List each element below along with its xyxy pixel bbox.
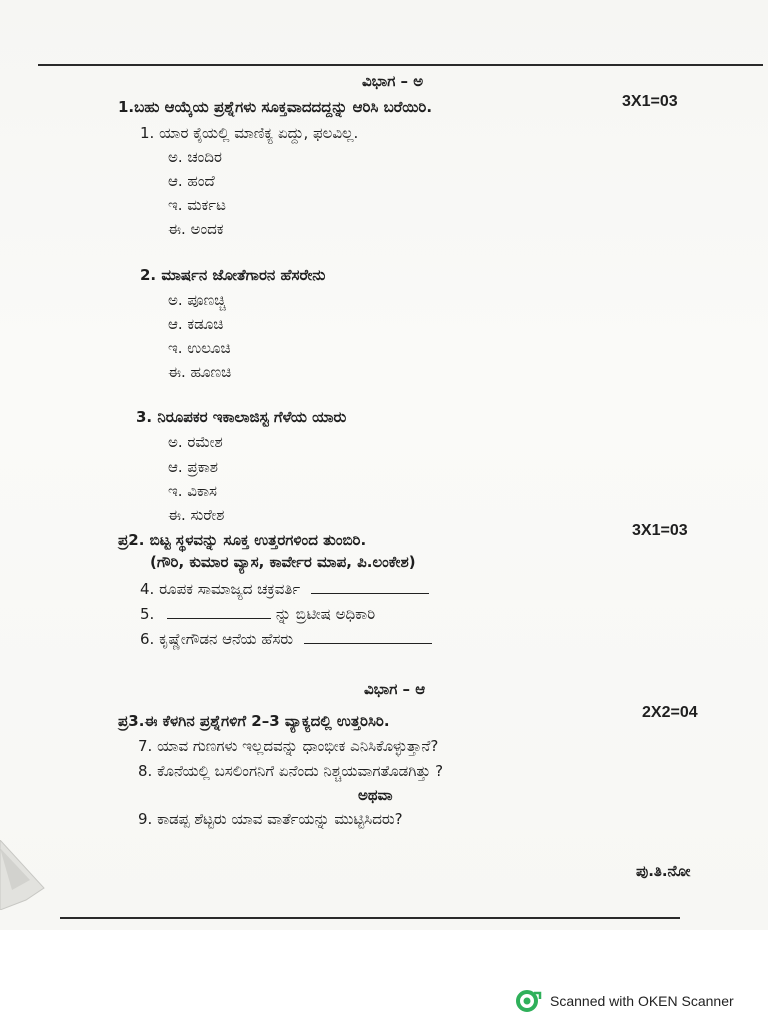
q2-option-c: ಇ. ಉಲೂಚಿ	[168, 339, 231, 357]
fill-item-5-text: ನ್ನು ಬ್ರಿಟೀಷ ಅಧಿಕಾರಿ	[275, 605, 376, 623]
question-1: 1. ಯಾರ ಕೈಯಲ್ಲಿ ಮಾಣಿಕ್ಯ ಏದ್ದು, ಫಲವಿಲ್ಲ.	[140, 124, 359, 142]
question-9: 9. ಕಾಡಪ್ಪ ಶೆಟ್ಟರು ಯಾವ ವಾರ್ತೆಯನ್ನು ಮುಟ್ಟಿಸಿದರು?	[138, 810, 403, 828]
fill-item-5-blank	[167, 606, 271, 619]
q1-option-a: ಅ. ಚಂದಿರ	[168, 148, 222, 166]
question-2: 2. ಮಾರ್ಷನ ಜೋತೆಗಾರನ ಹೆಸರೇನು	[140, 266, 326, 284]
q2-instruction: ಪ್ರ2. ಬಿಟ್ಟ ಸ್ಥಳವನ್ನು ಸೂಕ್ತ ಉತ್ತರಗಳಿಂದ ತುಂಬಿರಿ.	[118, 531, 367, 549]
q3-marks: 2X2=04	[642, 704, 698, 721]
fill-item-5	[140, 605, 375, 623]
pto-label: ಪು.ತಿ.ನೋ	[636, 862, 691, 880]
bottom-rule	[60, 917, 680, 919]
fill-item-4	[140, 580, 429, 598]
q3-option-d: ಈ. ಸುರೇಶ	[168, 506, 225, 524]
fill-item-6-text: 6. ಕೃಷ್ಣೇಗೌಡನ ಆನೆಯ ಹೆಸರು	[140, 630, 293, 648]
q1-option-b: ಆ. ಹಂದೆ	[168, 172, 215, 190]
fill-item-4-text: 4. ರೂಪಕ ಸಾಮಾಜ್ಯದ ಚಕ್ರವರ್ತಿ	[140, 580, 301, 598]
q2-option-b: ಆ. ಕಡೂಚಿ	[168, 315, 224, 333]
question-3: 3. ನಿರೂಪಕರ ಇಕಾಲಾಜಿಸ್ಟ ಗೆಳೆಯ ಯಾರು	[136, 408, 347, 426]
q3-option-a: ಅ. ರಮೇಶ	[168, 433, 223, 451]
scanner-watermark	[516, 990, 734, 1012]
q1-option-d: ಈ. ಅಂದಕ	[168, 220, 224, 238]
q1-instruction: 1.ಬಹು ಆಯ್ಕೆಯ ಪ್ರಶ್ನೆಗಳು ಸೂಕ್ತವಾದದದ್ದನ್ನು ಆರಿಸಿ ಬರೆಯಿರಿ.	[118, 98, 433, 116]
or-label: ಅಥವಾ	[358, 786, 393, 804]
top-rule	[38, 64, 763, 66]
page-fold-corner	[0, 840, 52, 910]
q2-option-d: ಈ. ಹೂಣಚಿ	[168, 363, 232, 381]
q2-options-line: (ಗೌರಿ, ಕುಮಾರ ವ್ಯಾಸ, ಕಾರ್ವೇರ ಮಾಪ, ಪಿ.ಲಂಕೇಶ)	[150, 553, 416, 571]
fill-item-6	[140, 630, 432, 648]
q2-marks: 3X1=03	[632, 522, 688, 539]
q2-option-a: ಅ. ಪೂಣಚ್ಚಿ	[168, 291, 226, 309]
section-b-heading: ವಿಭಾಗ – ಆ	[364, 680, 426, 698]
fill-item-5-number: 5.	[140, 605, 155, 623]
oken-logo-icon	[516, 990, 542, 1012]
question-8: 8. ಕೊನೆಯಲ್ಲಿ ಬಸಲಿಂಗನಿಗೆ ಏನೆಂದು ನಿಶ್ಚಯವಾಗತೊಡಗಿತ್ತು ?	[138, 762, 444, 780]
fill-item-6-blank	[304, 631, 432, 644]
q3-option-c: ಇ. ವಿಕಾಸ	[168, 482, 217, 500]
q1-option-c: ಇ. ಮರ್ಕಟ	[168, 196, 226, 214]
fill-item-4-blank	[311, 581, 429, 594]
q1-marks: 3X1=03	[622, 93, 678, 110]
section-a-heading: ವಿಭಾಗ – ಅ	[362, 72, 424, 90]
q3-instruction: ಪ್ರ3.ಈ ಕೆಳಗಿನ ಪ್ರಶ್ನೆಗಳಿಗೆ 2–3 ವ್ಯಾಕ್ಯದಲ್ಲಿ ಉತ್ತರಿಸಿರಿ.	[118, 712, 390, 730]
scanner-text: Scanned with OKEN Scanner	[550, 993, 734, 1009]
q3-option-b: ಆ. ಪ್ರಕಾಶ	[168, 458, 218, 476]
question-7: 7. ಯಾವ ಗುಣಗಳು ಇಲ್ಲದವನ್ನು ಧಾಂಭೀಕ ಎನಿಸಿಕೊಳ್ಳುತ್ತಾನೆ?	[138, 737, 439, 755]
